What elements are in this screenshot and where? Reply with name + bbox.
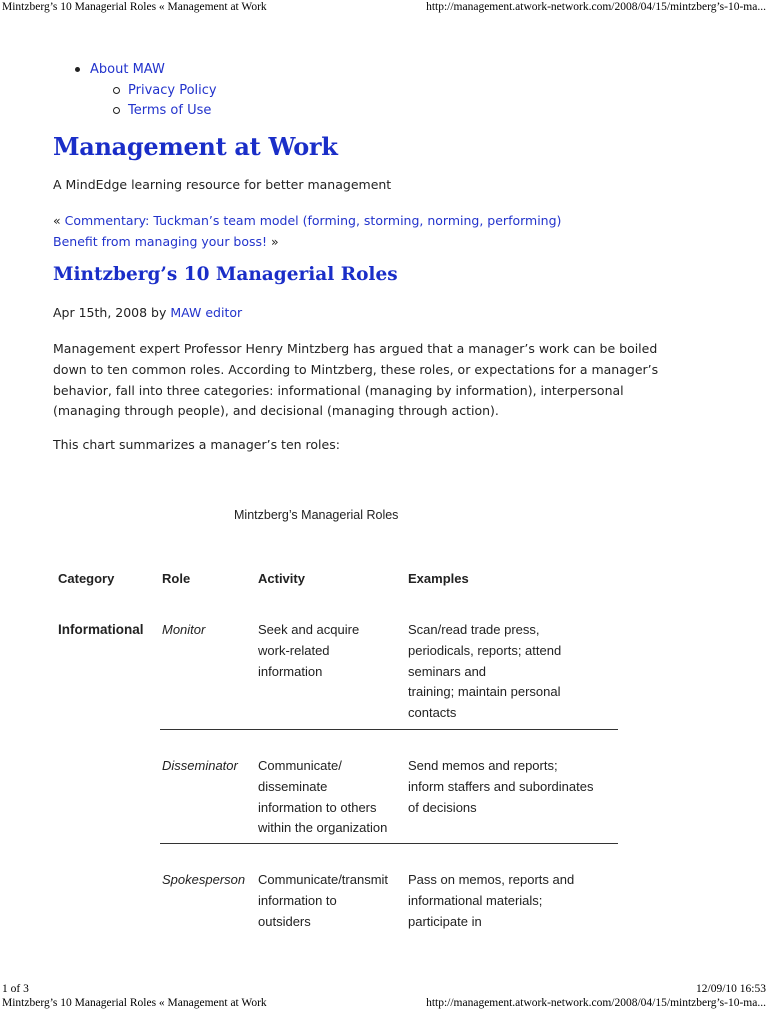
cell-category: Informational	[58, 622, 144, 637]
page-number: 1 of 3	[2, 983, 29, 995]
cell-examples: Send memos and reports; inform staffers and subordinates of decisions	[408, 758, 594, 815]
print-datetime: 12/09/10 16:53	[696, 983, 766, 995]
header-activity: Activity	[258, 571, 305, 586]
print-footer-title: Mintzberg’s 10 Managerial Roles « Management at Work	[2, 997, 267, 1009]
next-post-link[interactable]: Benefit from managing your boss!	[53, 233, 268, 249]
post-title[interactable]: Mintzberg’s 10 Managerial Roles	[53, 264, 398, 285]
row-divider	[160, 729, 618, 730]
circle-bullet-icon	[113, 87, 120, 94]
body-line: (managing through people), and decisional (managing through action).	[53, 403, 499, 419]
body-line: Management expert Professor Henry Mintzberg has argued that a manager’s work can be boiled	[53, 341, 658, 356]
cell-examples: Scan/read trade press, periodicals, reports; attend seminars and training; maintain personal contacts	[408, 622, 562, 721]
row-divider	[160, 843, 618, 844]
post-date: Apr 15th, 2008 by	[53, 305, 171, 320]
print-footer-url: http://management.atwork-network.com/2008/04/15/mintzberg’s-10-ma...	[426, 997, 766, 1009]
cell-activity: Communicate/transmit information to outsiders	[258, 872, 389, 929]
table-title: Mintzberg’s Managerial Roles	[234, 508, 399, 522]
body-line: behavior, fall into three categories: informational (managing by information), interpersonal	[53, 382, 624, 398]
nav-about-link[interactable]: About MAW	[90, 62, 165, 77]
nav-terms-link[interactable]: Terms of Use	[128, 103, 212, 118]
header-category: Category	[58, 571, 115, 586]
header-examples: Examples	[408, 571, 469, 586]
print-header-url: http://management.atwork-network.com/2008/04/15/mintzberg’s-10-ma...	[426, 1, 766, 13]
cell-role: Monitor	[162, 622, 206, 637]
print-header-title: Mintzberg’s 10 Managerial Roles « Management at Work	[2, 1, 267, 13]
nav-privacy-link[interactable]: Privacy Policy	[128, 82, 217, 98]
post-navigation	[53, 211, 561, 252]
bullet-icon	[75, 67, 80, 72]
cell-activity: Communicate/ disseminate information to others within the organization	[258, 758, 388, 836]
author-link[interactable]: MAW editor	[170, 305, 243, 320]
cell-examples: Pass on memos, reports and informational materials; participate in	[408, 872, 575, 929]
circle-bullet-icon	[113, 107, 120, 114]
site-title[interactable]: Management at Work	[53, 132, 338, 161]
next-suffix: »	[267, 233, 279, 249]
prev-post-link[interactable]: Commentary: Tuckman’s team model (forming, storming, norming, performing)	[64, 213, 562, 228]
post-body	[53, 339, 723, 422]
header-role: Role	[162, 571, 191, 586]
cell-role: Spokesperson	[162, 872, 246, 887]
body-line: down to ten common roles. According to Mintzberg, these roles, or expectations for a manager’s	[53, 361, 659, 377]
site-nav	[90, 60, 217, 122]
prev-prefix: «	[53, 213, 65, 228]
chart-intro: This chart summarizes a manager’s ten roles:	[53, 437, 340, 452]
site-tagline: A MindEdge learning resource for better management	[53, 177, 392, 192]
post-meta	[53, 305, 242, 320]
cell-role: Disseminator	[162, 758, 238, 773]
cell-activity: Seek and acquire work-related information	[258, 622, 360, 679]
